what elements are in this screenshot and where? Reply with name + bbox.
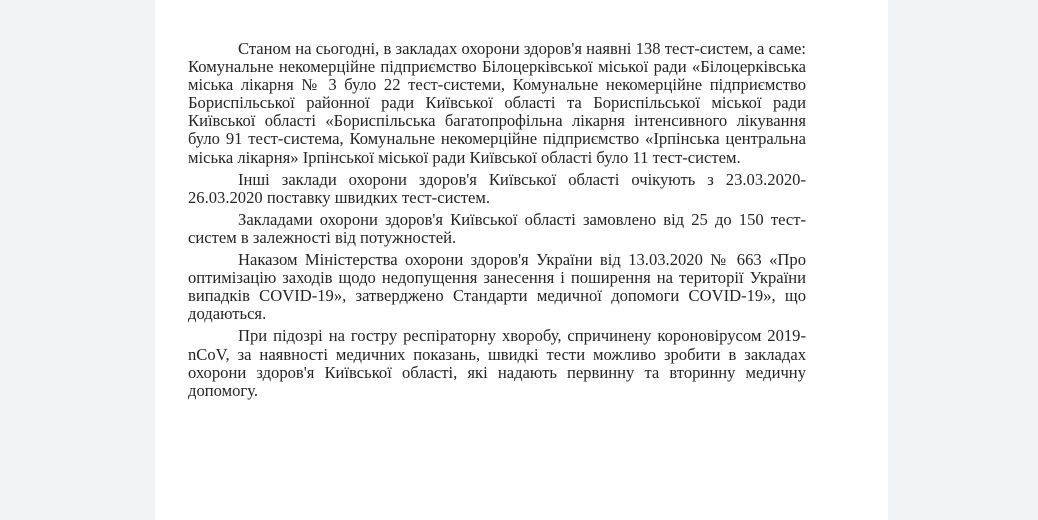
- paragraph-ordered-systems: Закладами охорони здоров'я Київської області замовлено від 25 до 150 тест-систем в залежності від потужностей.: [188, 209, 806, 247]
- paragraph-test-systems-available: Станом на сьогодні, в закладах охорони здоров'я наявні 138 тест-систем, а саме: Комунальне некомерційне підприємство Білоцерківської міської ради «Білоцерківська міська лікарня № 3 було 22 тест-системи, Комунальне некомерційне підприємство Бориспільської районної ради Київської області та Бориспільської міської ради Київської області «Бориспільська багатопрофільна лікарня інтенсивного лікування було 91 тест-система, Комунальне некомерційне підприємство «Ірпінська центральна міська лікарня» Ірпінської міської ради Київської області було 11 тест-систем.: [188, 39, 806, 167]
- document-body: [188, 40, 806, 400]
- paragraph-testing-info: При підозрі на гостру респіраторну хворобу, спричинену короновірусом 2019-nCoV, за наявності медичних показань, швидкі тести можливо зробити в закладах охорони здоров'я Київської області, які надають первинну та вторинну медичну допомогу.: [188, 326, 806, 400]
- paragraph-expected-delivery: Інші заклади охорони здоров'я Київської області очікують з 23.03.2020-26.03.2020 поставку швидких тест-систем.: [188, 169, 806, 207]
- paragraph-ministry-order: Наказом Міністерства охорони здоров'я України від 13.03.2020 № 663 «Про оптимізацію заходів щодо недопущення занесення і поширення на території України випадків COVID-19», затверджено Стандарти медичної допомоги COVID-19», що додаються.: [188, 250, 806, 324]
- document-page: [155, 0, 888, 520]
